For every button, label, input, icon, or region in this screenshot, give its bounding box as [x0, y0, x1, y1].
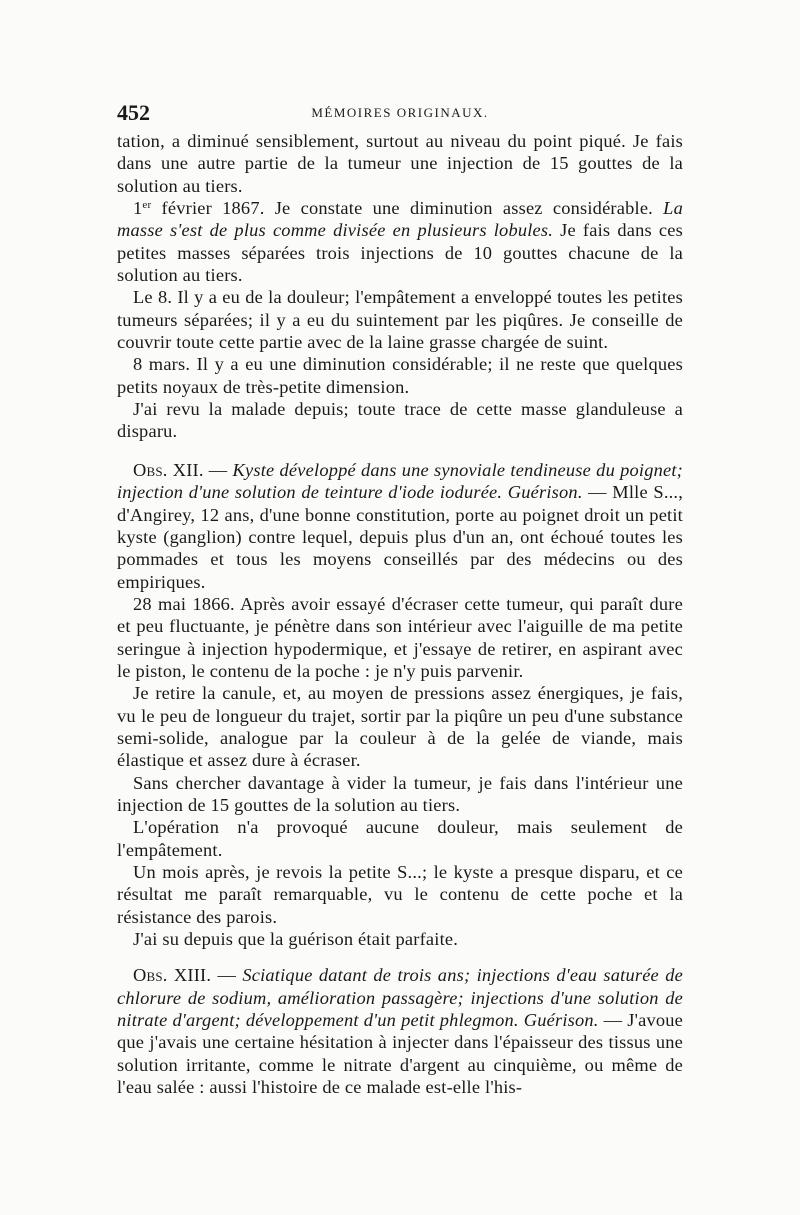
paragraph-text: Je fais dans ces petites masses séparées trois injections de 10 gouttes chacune de la solution au tiers. [117, 220, 684, 286]
page-number: 452 [117, 100, 150, 125]
italic-remark: La masse s'est de plus comme divisée en plusieurs lobules. [117, 198, 683, 241]
paragraph: 8 mars. Il y a eu une diminution considérable; il ne reste que quelques petits noyaux de très-petite dimension. [117, 354, 683, 397]
paragraph: J'ai revu la malade depuis; toute trace de cette masse glanduleuse a disparu. [117, 399, 683, 442]
observation-title: Kyste développé dans une synoviale tendineuse du poignet; injection d'une solution de teinture d'iode iodurée. Guérison. [117, 459, 683, 503]
paragraph: J'ai su depuis que la guérison était parfaite. [133, 929, 459, 950]
observation-title: Sciatique datant de trois ans; injections d'eau saturée de chlorure de sodium, amélioration passagère; injections d'une solution de nitrate d'argent; développement d'un petit phlegmon. Guérison. [117, 965, 683, 1031]
paragraph: 28 mai 1866. Après avoir essayé d'écraser cette tumeur, qui paraît dure et peu fluctuante, je pénètre dans son intérieur avec l'aiguille de ma petite seringue à injection hypodermique, et j'essaye de retirer, en aspirant avec le piston, le contenu de la poche : je n'y puis parvenir. [117, 593, 683, 681]
paragraph-text: février 1867. Je constate une diminution assez considérable. [151, 198, 664, 219]
section-spacer [117, 950, 683, 964]
paragraph: Un mois après, je revois la petite S...; le kyste a presque disparu, et ce résultat me paraît remarquable, vu le contenu de cette poche et la résistance des parois. [117, 862, 683, 927]
ordinal-superscript: er [142, 199, 152, 212]
paragraph [117, 197, 683, 286]
observation-xii [117, 459, 683, 593]
section-spacer [117, 443, 683, 459]
observation-xiii [117, 964, 683, 1098]
paragraph: tation, a diminué sensiblement, surtout au niveau du point piqué. Je fais dans une autre partie de la tumeur une injection de 15 gouttes de la solution au tiers. [117, 131, 683, 196]
running-head: MÉMOIRES ORIGINAUX. [311, 105, 489, 120]
paragraph-text: — J'avoue que j'avais une certaine hésitation à injecter dans l'épaisseur des tissus une solution irritante, comme le nitrate d'argent au cinquième, ou même de l'eau salée : aussi l'histoire de ce malade est-elle l'his- [117, 1010, 683, 1098]
paragraph: Le 8. Il y a eu de la douleur; l'empâtement a enveloppé toutes les petites tumeurs séparées; il y a eu du suintement par les piqûres. Je conseille de couvrir toute cette partie avec de la laine grasse chargée de suint. [117, 287, 683, 353]
page-header [117, 100, 683, 124]
date-day: 1 [133, 198, 143, 219]
body-text [117, 130, 683, 1098]
observation-label: Obs. XIII. — [133, 965, 243, 986]
paragraph-text: — Mlle S..., d'Angirey, 12 ans, d'une bonne constitution, porte au poignet droit un petit kyste (ganglion) contre lequel, depuis plus d'un an, ont échoué toutes les pommades et tous les moyens conseillés par des médecins ou des empiriques. [117, 482, 684, 592]
paragraph: Sans chercher davantage à vider la tumeur, je fais dans l'intérieur une injection de 15 gouttes de la solution au tiers. [117, 772, 683, 815]
paragraph: L'opération n'a provoqué aucune douleur, mais seulement de l'empâtement. [117, 817, 683, 860]
observation-label: Obs. XII. — [133, 459, 233, 480]
paragraph: Je retire la canule, et, au moyen de pressions assez énergiques, je fais, vu le peu de longueur du trajet, sortir par la piqûre un peu d'une substance semi-solide, analogue par la couleur à de la gelée de viande, mais élastique et assez dure à écraser. [117, 683, 683, 771]
